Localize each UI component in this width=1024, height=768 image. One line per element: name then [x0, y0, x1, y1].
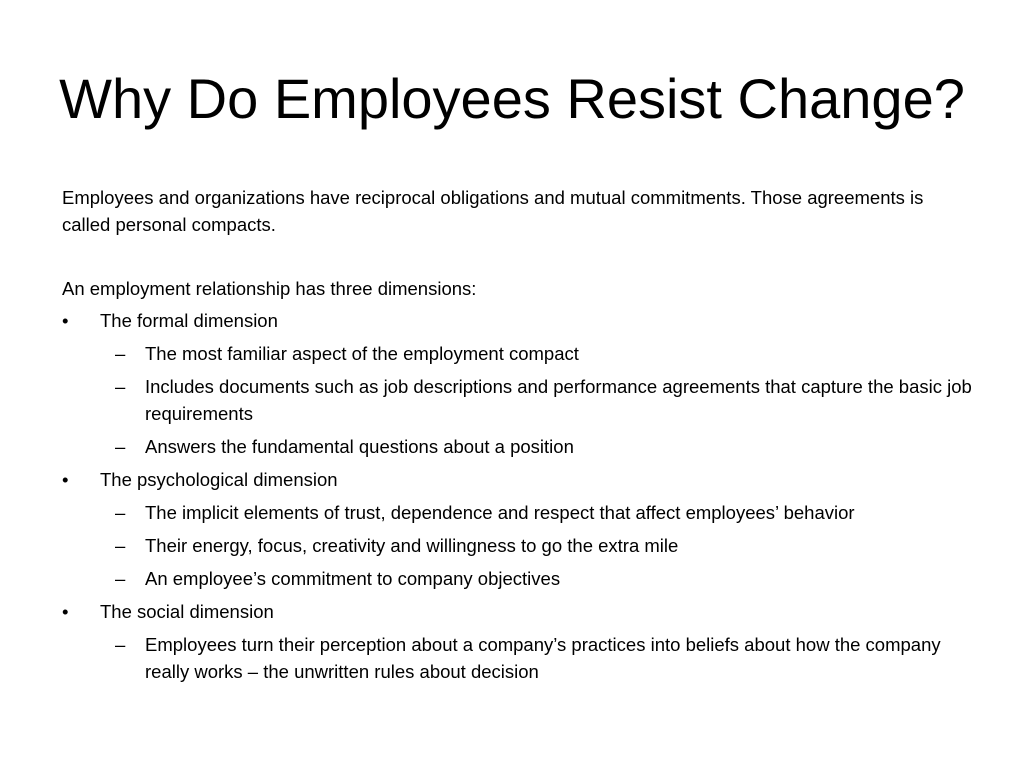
bullet-psychological-dimension	[62, 466, 972, 493]
sub-bullet	[62, 532, 972, 559]
sub-bullet-text: Employees turn their perception about a company’s practices into beliefs about how the company really works – the unwritten rules about decision	[145, 634, 941, 682]
sub-bullet	[62, 340, 972, 367]
sub-bullet-text: The implicit elements of trust, dependence and respect that affect employees’ behavior	[145, 502, 855, 523]
sub-bullet-marker: –	[115, 436, 126, 457]
sub-bullet-marker: –	[115, 502, 126, 523]
sub-bullet-marker: –	[115, 535, 126, 556]
sub-bullet	[62, 373, 972, 427]
lead-paragraph: An employment relationship has three dimensions:	[62, 278, 477, 299]
sub-bullet-marker: –	[115, 343, 126, 364]
sub-bullet-marker: –	[115, 568, 126, 589]
bullet-marker: •	[62, 601, 69, 622]
sub-bullet	[62, 631, 972, 685]
sub-bullet	[62, 499, 972, 526]
bullet-marker: •	[62, 310, 69, 331]
bullet-social-dimension	[62, 598, 972, 625]
sub-bullet	[62, 433, 972, 460]
intro-paragraph: Employees and organizations have reciprocal obligations and mutual commitments. Those agreements is called personal compacts.	[62, 187, 924, 235]
sub-bullet	[62, 565, 972, 592]
sub-bullet-marker: –	[115, 376, 126, 397]
bullet-label: The psychological dimension	[100, 469, 338, 490]
bullet-formal-dimension	[62, 307, 972, 334]
bullet-label: The social dimension	[100, 601, 274, 622]
slide-body	[62, 184, 972, 685]
sub-bullet-marker: –	[115, 634, 126, 655]
sub-bullet-text: An employee’s commitment to company objectives	[145, 568, 561, 589]
sub-bullet-text: The most familiar aspect of the employment compact	[145, 343, 579, 364]
sub-bullet-text: Their energy, focus, creativity and willingness to go the extra mile	[145, 535, 679, 556]
bullet-marker: •	[62, 469, 69, 490]
sub-bullet-text: Includes documents such as job descriptions and performance agreements that capture the basic job requirements	[145, 376, 972, 424]
sub-bullet-text: Answers the fundamental questions about a position	[145, 436, 574, 457]
slide-title: Why Do Employees Resist Change?	[59, 67, 965, 130]
bullet-label: The formal dimension	[100, 310, 278, 331]
